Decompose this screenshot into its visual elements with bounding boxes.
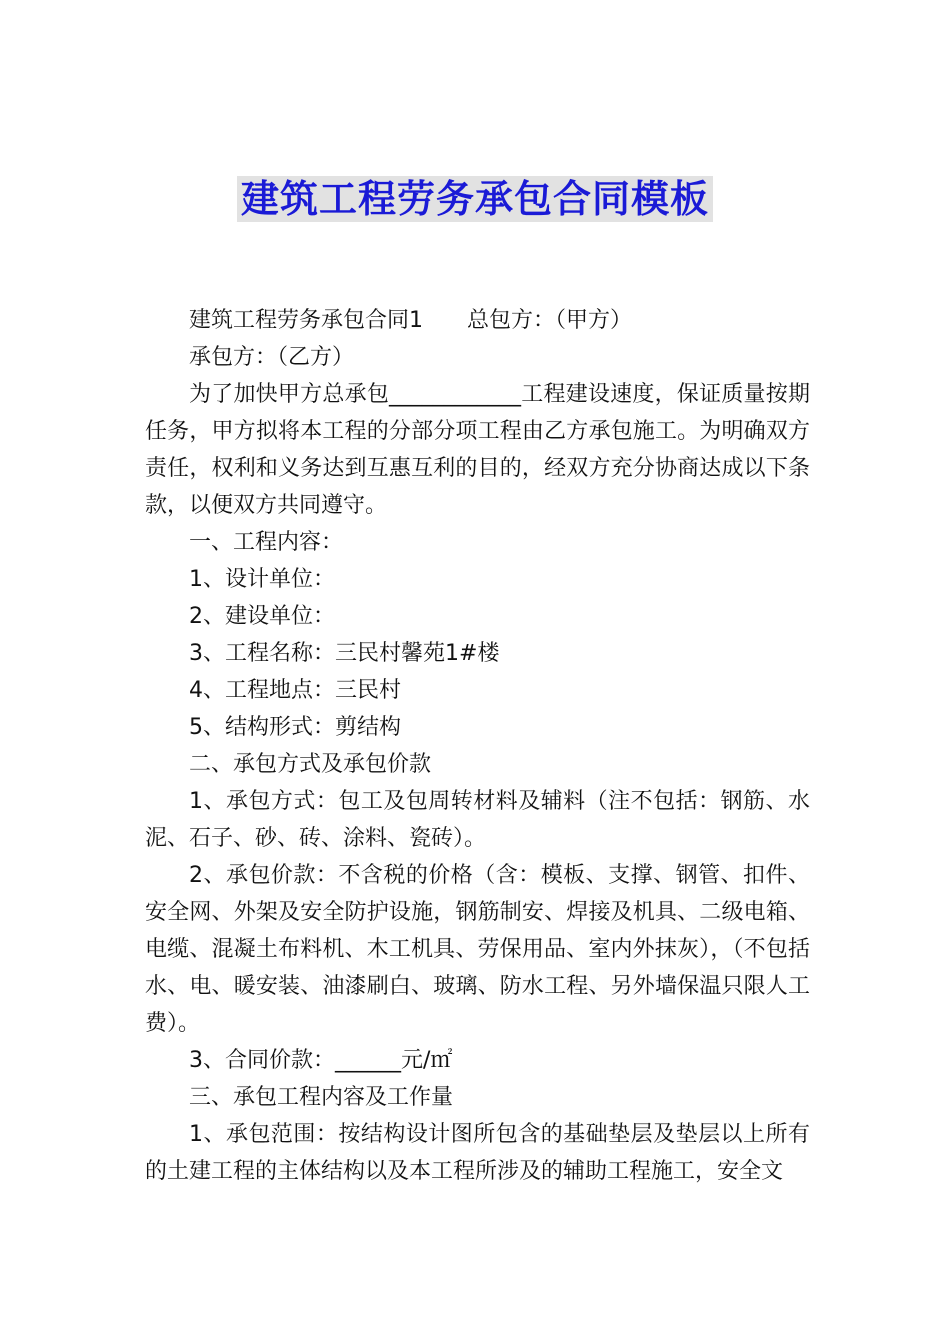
list-item-contract-price: 2、承包价款：不含税的价格（含：模板、支撑、钢管、扣件、安全网、外架及安全防护设施，钢筋制安、焊接及机具、二级电箱、电缆、混凝土布料机、木工机具、劳保用品、室内外抹灰），（不包括水、电、暖安装、油漆刷白、玻璃、防水工程、另外墙保温只限人工费）。	[145, 863, 810, 1036]
list-item-contract-method: 1、承包方式：包工及包周转材料及辅料（注不包括：钢筋、水泥、石子、砂、砖、涂料、瓷砖）。	[145, 789, 810, 851]
list-item-structure-type: 5、结构形式：剪结构	[189, 715, 401, 740]
paragraph-party-b: 承包方：（乙方）	[189, 345, 355, 370]
section-heading-2: 二、承包方式及承包价款	[189, 752, 432, 777]
section-heading-1: 一、工程内容：	[189, 530, 344, 555]
document-title: 建筑工程劳务承包合同模板	[237, 176, 713, 222]
list-item-contract-scope: 1、承包范围：按结构设计图所包含的基础垫层及垫层以上所有的土建工程的主体结构以及本工程所涉及的辅助工程施工，安全文	[145, 1122, 810, 1184]
document-body	[145, 302, 810, 1190]
list-item-contract-value: 3、合同价款：______元/㎡	[189, 1048, 453, 1073]
party-a-label: 总包方：（甲方）	[467, 308, 633, 333]
contract-heading: 建筑工程劳务承包合同1	[189, 308, 423, 333]
section-heading-3: 三、承包工程内容及工作量	[189, 1085, 454, 1110]
list-item-construction-unit: 2、建设单位：	[189, 604, 335, 629]
list-item-design-unit: 1、设计单位：	[189, 567, 335, 592]
list-item-project-location: 4、工程地点：三民村	[189, 678, 401, 703]
list-item-project-name: 3、工程名称：三民村馨苑1#楼	[189, 641, 500, 666]
paragraph-preamble: 为了加快甲方总承包____________工程建设速度，保证质量按期任务，甲方拟将本工程的分部分项工程由乙方承包施工。为明确双方责任，权利和义务达到互惠互利的目的，经双方充分协商达成以下条款，以便双方共同遵守。	[145, 382, 810, 518]
title-wrap	[0, 176, 950, 222]
paragraph-contract-heading	[145, 302, 810, 339]
